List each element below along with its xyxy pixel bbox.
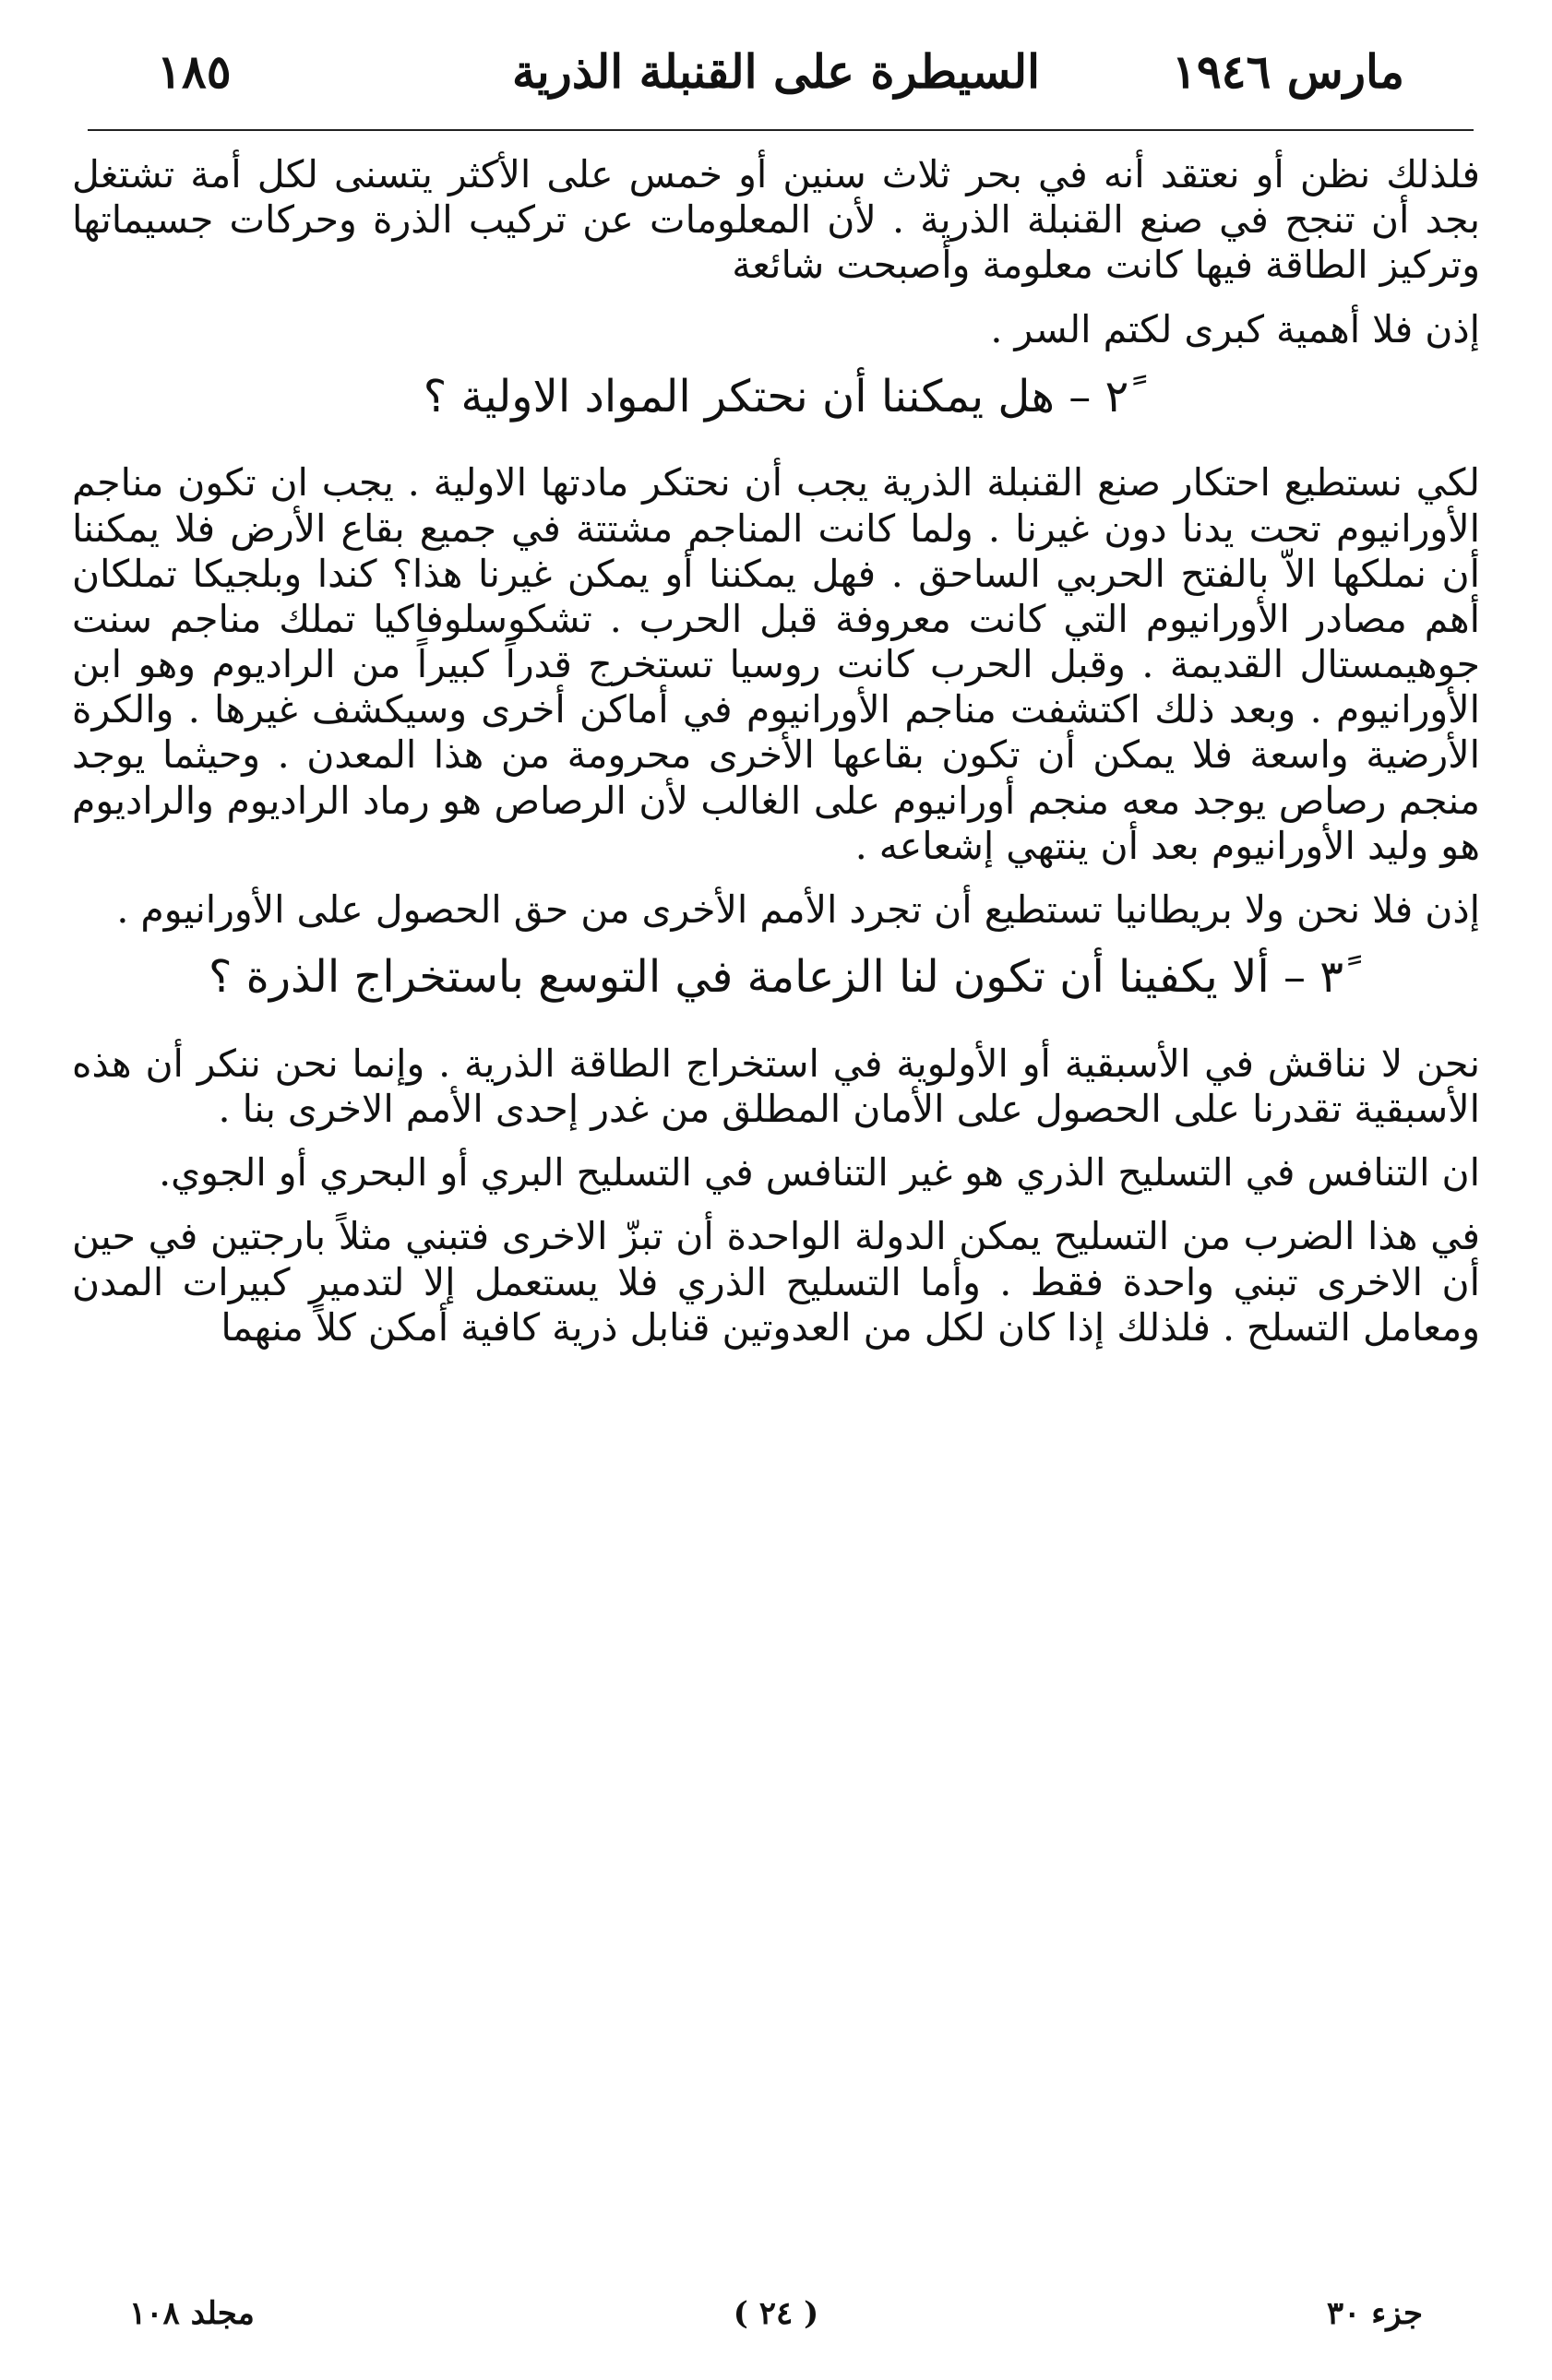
- footer-volume: مجلد ١٠٨: [129, 2295, 255, 2332]
- paragraph: فلذلك نظن أو نعتقد أنه في بحر ثلاث سنين أو خمس على الأكثر يتسنى لكل أمة تشتغل بجد أن تنجح في صنع القنبلة الذرية . لأن المعلومات عن تركيب الذرة وحركات جسيماتها وتركيز الطاقة فيها كانت معلومة وأصبحت شائعة: [72, 152, 1480, 288]
- header-rule: [88, 129, 1474, 131]
- page-number: ١٨٥: [157, 44, 232, 99]
- paragraph: إذن فلا نحن ولا بريطانيا تستطيع أن تجرد الأمم الأخرى من حق الحصول على الأورانيوم .: [116, 887, 1480, 933]
- paragraph: لكي نستطيع احتكار صنع القنبلة الذرية يجب أن نحتكر مادتها الاولية . يجب ان تكون مناجم الأورانيوم تحت يدنا دون غيرنا . ولما كانت المناجم مشتتة في جميع بقاع الأرض فلا يمكننا أن نملكها الاّ بالفتح الحربي الساحق . فهل يمكننا أو يمكن غيرنا هذا؟ كندا وبلجيكا تملكان أهم مصادر الأورانيوم التي كانت معروفة قبل الحرب . تشكوسلوفاكيا تملك مناجم سنت جوهيمستال القديمة . وقبل الحرب كانت روسيا تستخرج قدراً كبيراً من الراديوم وهو ابن الأورانيوم . وبعد ذلك اكتشفت مناجم الأورانيوم في أماكن أخرى وسيكشف غيرها . والكرة الأرضية واسعة فلا يمكن أن تكون بقاعها الأخرى محرومة من هذا المعدن . وحيثما يوجد منجم رصاص يوجد معه منجم أورانيوم على الغالب لأن الرصاص هو رماد الراديوم والراديوم هو وليد الأورانيوم بعد أن ينتهي إشعاعه .: [72, 460, 1480, 868]
- paragraph: في هذا الضرب من التسليح يمكن الدولة الواحدة أن تبزّ الاخرى فتبني مثلاً بارجتين في حين أن الاخرى تبني واحدة فقط . وأما التسليح الذري فلا يستعمل إلا لتدمير كبيرات المدن ومعامل التسلح . فلذلك إذا كان لكل من العدوتين قنابل ذرية كافية أمكن كلاً منهما: [72, 1214, 1480, 1350]
- page-footer: [111, 2286, 1441, 2341]
- article-body: [72, 152, 1480, 1369]
- paragraph: ان التنافس في التسليح الذري هو غير التنافس في التسليح البري أو البحري أو الجوي.: [159, 1150, 1480, 1196]
- footer-center: ( ٢٤ ): [733, 2295, 819, 2332]
- header-date: مارس ١٩٤٦: [1171, 44, 1404, 99]
- page-header: [111, 35, 1441, 109]
- paragraph: إذن فلا أهمية كبرى لكتم السر .: [990, 306, 1480, 351]
- section-heading-2: ٢ً – هل يمكننا أن نحتكر المواد الاولية ؟: [423, 370, 1129, 422]
- header-title: السيطرة على القنبلة الذرية: [511, 44, 1041, 99]
- section-heading-3: ٣ً – ألا يكفينا أن تكون لنا الزعامة في التوسع باستخراج الذرة ؟: [208, 951, 1344, 1004]
- footer-part: جزء ٣٠: [1326, 2295, 1423, 2332]
- paragraph: نحن لا نناقش في الأسبقية أو الأولوية في استخراج الطاقة الذرية . وإنما نحن ننكر أن هذه الأسبقية تقدرنا على الحصول على الأمان المطلق من غدر إحدى الأمم الاخرى بنا .: [72, 1041, 1480, 1131]
